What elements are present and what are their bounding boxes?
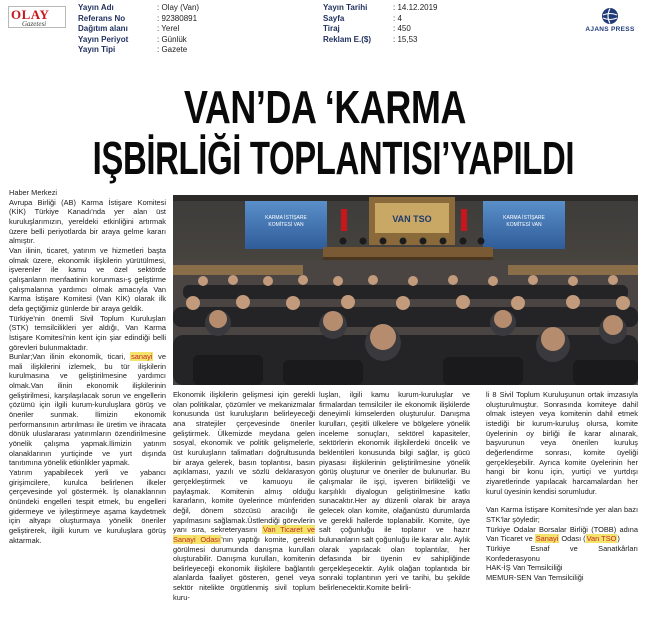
publication-logo — [8, 6, 66, 28]
meta-row — [323, 24, 437, 35]
meta-label: Sayfa — [323, 13, 345, 23]
paragraph: Van ilinin, ticaret, yatırım ve hizmetleri başta olmak üzere, ekonomik ilişkilerin yürütülmesi, işverenler ile kamu ve özel sektörde çalışanların menfaatinin korunması-ş geliştirme çalışmalarına yardımcı olmak amacıyla Van Karma İstişare Komitesi (Van KİK) olarak ilk defa geçtiğimiz günlerde bir araya geldik. — [9, 245, 166, 313]
highlight-keyword: sanayi — [131, 352, 153, 362]
clipping-meta-right — [323, 3, 437, 45]
article-column-1 — [9, 188, 166, 545]
meta-value: : Günlük — [157, 34, 187, 44]
meta-value: : 92380891 — [157, 13, 198, 23]
agency-logo — [575, 7, 645, 33]
meta-value: : Yerel — [157, 24, 180, 33]
text-run: ’nın yaptığı komite, gerekli görülmesi durumunda danışma kurulları oluşturabilir. Danışma kurulları, komitenin belirleyeceği ekonomik ilişkilere bağlantılı alanlarda faaliyet gösteren, genel veya sektör nitelikte örgütlenmiş sivil toplum kuru- — [173, 534, 315, 602]
article-column-4 — [486, 390, 638, 582]
paragraph: li 8 Sivil Toplum Kuruluşunun ortak imzasıyla oluşturulmuştur. Sonrasında komiteye dahil olmak isteyen veya komitenin dahil etmek istediği bir kurum-kuruluş olursa, komite üyelerinin oy birliği ile karar alınarak, başvurunun veya önerilen kuruluş değerlendirme sonrası, komite üyeliği gerçekleşebilir. Ayrıca komite üyelerinin her hangi bir konu için, yurtiçi ve yurtdışı ziyaretlerinde yapılacak harcamalardan her kurul üyesinin kendisi sorumludur. — [486, 390, 638, 496]
paragraph: Yatırım yapabilecek yerli ve yabancı girişimcilere, kurulca belirlenen ilkeler çerçevesinde yol göstermėk. İş olanaklarının önündeki engelleri tespit etmek, bu engelleri gidermeye ve iyileştirmeye aşama kaydetmek için altyapı oluşturmaya yönelik öneriler geliştirerek, ilgili kurum ve kuruluşlara görüş aktarmak. — [9, 468, 166, 545]
paragraph — [486, 525, 638, 544]
meta-label: Yayın Adı — [78, 3, 114, 12]
paragraph: Avrupa Birliği (AB) Karma İstişare Komitesi (KİK) Türkiye Kanadı’nda yer alan üst kuruluşlarımızın, yerel̇deki etkinliğini artırmak üzere belli periyotlarda bir araya gelme kararı almıştır. — [9, 197, 166, 246]
screen-text: KOMİTESİ VAN — [268, 222, 304, 228]
meta-row — [78, 14, 199, 25]
highlight-keyword: Van TSO — [586, 534, 617, 544]
meta-value: : Gazete — [157, 45, 188, 54]
meeting-photo — [173, 195, 638, 385]
paragraph: Türkiye Esnaf ve Sanatkârları Konfederasyonu — [486, 543, 638, 563]
article-column-2 — [173, 390, 315, 602]
screen-text: KARMA İSTİŞARE — [503, 215, 545, 221]
meta-row — [323, 35, 437, 46]
meta-value: : 14.12.2019 — [393, 3, 438, 12]
text-run: Bunlar;Van ilinin ekonomik, ticari, — [9, 352, 131, 362]
meta-value: : 4 — [393, 13, 402, 23]
meta-label: Referans No — [78, 13, 126, 23]
meta-value: : 450 — [393, 24, 411, 33]
logo-word: OLAY — [11, 7, 50, 22]
screen-text: VAN TSO — [392, 214, 432, 224]
meta-value: : Olay (Van) — [157, 3, 200, 12]
globe-icon — [601, 7, 619, 25]
headline-line-2: IŞBİRLİĞİ TOPLANTISI’YAPILDI — [92, 132, 575, 184]
meta-row — [323, 3, 437, 14]
headline-line-1: VAN’DA ‘KARMA — [184, 81, 466, 133]
screen-text: KOMİTESİ VAN — [506, 222, 542, 228]
byline: Haber Merkezi — [9, 188, 58, 197]
meta-row — [323, 14, 437, 25]
logo-sub: Gazetesi — [22, 20, 47, 28]
text-run: Türkiye Odalar Borsalar Birliği (TOBB) adına Van Ticaret ve — [486, 524, 638, 544]
meta-row — [78, 24, 199, 35]
paragraph: luşları, ilgili kamu kurum-kuruluşlar ve firmalardan temsilciler ile ekonomik ilişkilerde deneyimli kimselerden oluşturulur. Danışma kurulları, çeşitli ülkelere ve bölgelere yönelik inceleme sonuçları, sektörel kapasiteler, sektörlerin ekonomik ilişkilerdeki öncelik ve beklentileri konusunda bilgi sağlar, iş gücü piyasası ilişkilerinin geliştirilmesine yönelik görüş oluşturur ve öneriler de bulunurlar. Bu çalışmalar ile işçi, işveren birlikteliği ve karşılıklı diyalogun geliştirilmesine katkı sunacaktır.Her ay düzenli olarak bir araya gelecek olan komite, olağanüstü durumlarda ve gerekli hallerde toplanabilir. Komite, üye salt çoğunluğu ile toplanır ve hazır bulunanların salt çoğunluğu ile karar alır. Aylık olarak yapılacak olan toplantılar, her defasında bir üyenin ev sahipliğinde gerçekleşecektir. Aylık olağan toplantıda bir sonraki toplantının yeri ve tarihi, bu şekilde belirlenecektir.Komite belirli- — [319, 390, 470, 593]
meta-label: Tiraj — [323, 24, 340, 33]
paragraph — [173, 390, 315, 602]
text-run: Odası ( — [559, 534, 586, 544]
highlight-keyword: Sanayi — [535, 534, 559, 544]
paragraph — [9, 352, 166, 468]
meta-row — [78, 45, 199, 56]
meta-row — [78, 3, 199, 14]
text-run: ve mali ilişkilerini izlemek, bu tür ilişkilerin kurulmasına ve geliştirilmesine yardımcı olmak.Van ilinin ekonomik ilişkilerinin geliştirilmesi, karşılaşılacak sorun ve engellerin çözümü için ilgili kurum-kuruluşlara görüş ve öneriler sunmak. İlimizin ekonomik performansının artırılması ile üretim ve ihracata dönük uluslararası yatırımların özendirilmesine yönelik çalışma yapmak.İlimizin yatırım olanaklarının yurtiçinde ve yurt dışında tanıtımına yönelik etkinlikler yapmak. — [9, 352, 166, 468]
clipping-meta-left — [78, 3, 199, 56]
agency-name: AJANS PRESS — [585, 26, 635, 33]
meta-label: Dağıtım alanı — [78, 24, 128, 33]
paragraph: Van Karma İstişare Komitesi’nde yer alan bazı STK’lar şöyledir; — [486, 505, 638, 524]
meta-label: Yayın Tipi — [78, 45, 116, 54]
meta-row — [78, 35, 199, 46]
highlight-keyword: Van Ticaret ve Sanayi Odası — [173, 525, 315, 544]
meta-value: : 15,53 — [393, 34, 418, 44]
text-run: ) — [617, 534, 620, 544]
paragraph: HAK-İŞ Van Temsilciliği — [486, 563, 563, 573]
paragraph: MEMUR-SEN Van Temsilciliği — [486, 572, 584, 582]
screen-text: KARMA İSTİŞARE — [265, 215, 307, 221]
paragraph: Türkiye’nin önemli Sivil Toplum Kuruluşları (STK) temsilcilikleri yer aldığı, Van Karma İstişare Komitesi’nin kent için şiar edindiği belli görevleri bulunmaktadır. — [9, 313, 166, 352]
article-column-3 — [319, 390, 470, 593]
meeting-hall-illustration — [173, 195, 638, 385]
meta-label: Yayın Tarihi — [323, 3, 368, 12]
meta-label: Yayın Periyot — [78, 34, 129, 44]
meta-label: Reklam E.($) — [323, 34, 372, 44]
text-run: Ekonomik ilişkilerin gelişmesi için gerekli olan politikalar, çözümler ve mekanizmalar konusunda üst kuruluşların belirleyeceği ana stratejiler çerçevesinde öneriler geliştirmek. Ülkemizde meydana gelen sosyal, ekonomik ve politik gelişmelerle, üst kuruluşların talimatları doğrultusunda bir araya gelerek, basın toplantısı, basın açıklaması, yazılı ve sözlü deklarasyon gerçekleştirmek ve kamuoyu ile paylaşmak. Komitenin almış olduğu kararların, komite üyelerince münferiden değil, dönem sözcüsü aracılığı ile yapılmasını sağlamak.Üstlendiği görevlerin yanı sıra, sekreteryasını — [173, 390, 315, 535]
